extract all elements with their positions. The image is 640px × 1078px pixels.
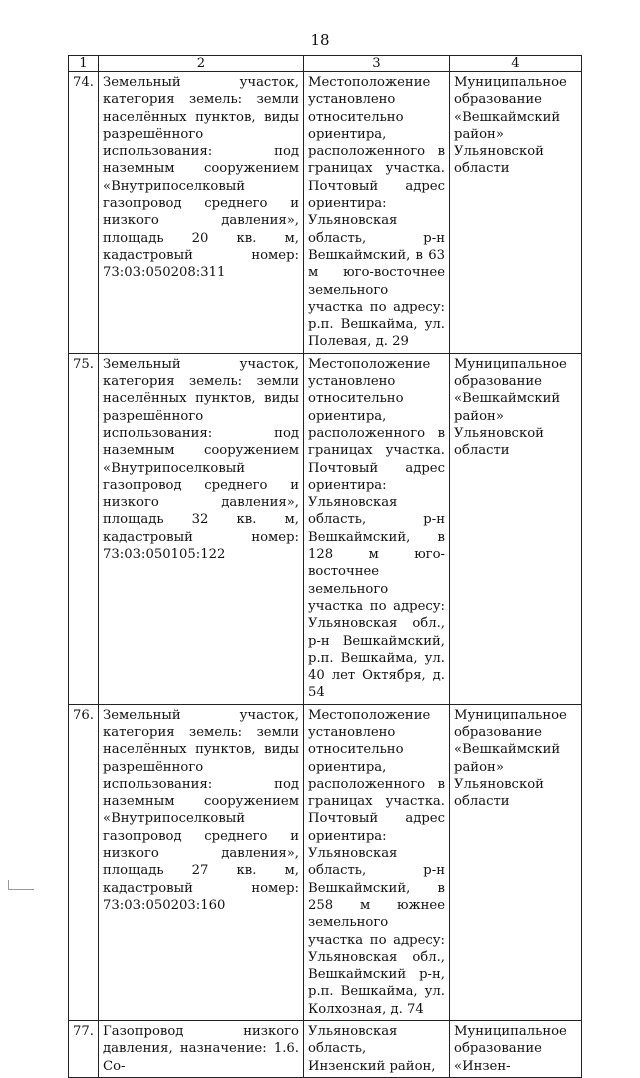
object-owner: Муниципальное образование «Инзен-: [450, 1021, 582, 1078]
table-row: [69, 353, 582, 704]
object-description: Земельный участок, категория земель: земли населённых пунктов, виды разрешённого использования: под наземным сооружением «Внутрипоселковый газопровод среднего и низкого давления», площадь 20 кв. м, кадастровый номер: 73:03:050208:311: [99, 72, 304, 354]
object-description: Газопровод низкого давления, назначение: 1.6. Со-: [99, 1021, 304, 1078]
object-location: Местоположение установлено относительно ориентира, расположенного в границах участка. Почтовый адрес ориентира: Ульяновская область, р-н Вешкаймский, в 128 м юго-восточнее земельного участка по адресу: Ульяновская обл., р-н Вешкаймский, р.п. Вешкайма, ул. 40 лет Октября, д. 54: [304, 353, 450, 704]
row-number: 75.: [69, 353, 99, 704]
column-header: 3: [304, 56, 450, 72]
property-register-table: [68, 55, 582, 1078]
table-row: [69, 704, 582, 1020]
object-owner: Муниципальное образование «Вешкаймский район» Ульяновской области: [450, 72, 582, 354]
column-header: 1: [69, 56, 99, 72]
column-header: 2: [99, 56, 304, 72]
table-row: [69, 1021, 582, 1078]
object-owner: Муниципальное образование «Вешкаймский район» Ульяновской области: [450, 704, 582, 1020]
table-row: [69, 72, 582, 354]
object-location: Местоположение установлено относительно ориентира, расположенного в границах участка. Почтовый адрес ориентира: Ульяновская область, р-н Вешкаймский, в 63 м юго-восточнее земельного участка по адресу: р.п. Вешкайма, ул. Полевая, д. 29: [304, 72, 450, 354]
object-description: Земельный участок, категория земель: земли населённых пунктов, виды разрешённого использования: под наземным сооружением «Внутрипоселковый газопровод среднего и низкого давления», площадь 32 кв. м, кадастровый номер: 73:03:050105:122: [99, 353, 304, 704]
column-header: 4: [450, 56, 582, 72]
table-header-row: [69, 56, 582, 72]
scan-margin-mark: [8, 889, 34, 890]
row-number: 74.: [69, 72, 99, 354]
object-location: Ульяновская область, Инзенский район,: [304, 1021, 450, 1078]
page-number: 18: [310, 31, 330, 49]
object-owner: Муниципальное образование «Вешкаймский район» Ульяновской области: [450, 353, 582, 704]
scan-margin-mark: [8, 880, 9, 890]
object-location: Местоположение установлено относительно ориентира, расположенного в границах участка. Почтовый адрес ориентира: Ульяновская область, р-н Вешкаймский, в 258 м южнее земельного участка по адресу: Ульяновская обл., Вешкаймский р-н, р.п. Вешкайма, ул. Колхозная, д. 74: [304, 704, 450, 1020]
object-description: Земельный участок, категория земель: земли населённых пунктов, виды разрешённого использования: под наземным сооружением «Внутрипоселковый газопровод среднего и низкого давления», площадь 27 кв. м, кадастровый номер: 73:03:050203:160: [99, 704, 304, 1020]
row-number: 77.: [69, 1021, 99, 1078]
row-number: 76.: [69, 704, 99, 1020]
